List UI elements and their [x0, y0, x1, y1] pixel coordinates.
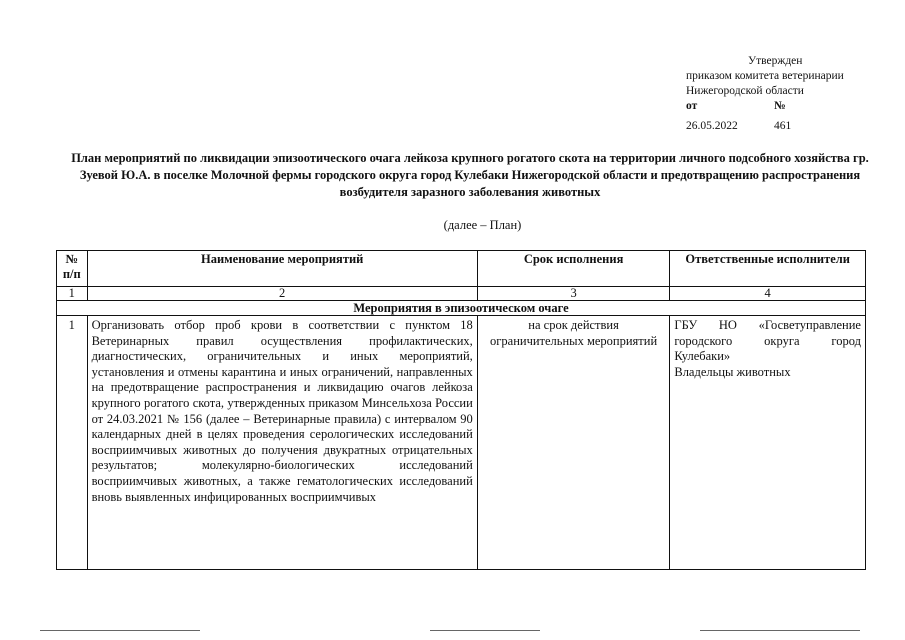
approval-labels-row — [686, 99, 896, 114]
scan-artifact-line — [430, 630, 540, 631]
column-number: 3 — [477, 287, 670, 301]
section-title: Мероприятия в эпизоотическом очаге — [57, 301, 866, 316]
table-header-row — [57, 251, 866, 287]
header-name: Наименование мероприятий — [87, 251, 477, 287]
approval-values-row — [686, 119, 896, 134]
section-row — [57, 301, 866, 316]
scan-artifact-line — [40, 630, 200, 631]
approval-date: 26.05.2022 — [686, 120, 738, 132]
column-number: 2 — [87, 287, 477, 301]
row-term: на срок действия ограничительных мероприятий — [477, 316, 670, 570]
row-num: 1 — [57, 316, 88, 570]
approval-from-label: от — [686, 100, 698, 112]
table-row — [57, 316, 866, 570]
plan-table — [56, 250, 866, 570]
approval-number-label: № — [774, 100, 786, 112]
approval-line-3: Нижегородской области — [686, 85, 804, 97]
header-term: Срок исполнения — [477, 251, 670, 287]
row-resp-2: Владельцы животных — [674, 364, 791, 379]
document-subtitle: (далее – План) — [443, 218, 522, 232]
row-resp — [670, 316, 866, 570]
row-name: Организовать отбор проб крови в соответствии с пунктом 18 Ветеринарных правил осуществления профилактических, диагностических, ограничительных и иных мероприятий, установления и отмены карантина и иных ограничений, направленных на предотвращение распространения и ликвидацию очагов лейкоза крупного рогатого скота, утвержденных приказом Минсельхоза России от 24.03.2021 № 156 (далее – Ветеринарные правила) с интервалом 90 календарных дней в целях проведения серологических исследований восприимчивых животных до получения двукратных отрицательных результатов; молекулярно-биологических исследований восприимчивых животных, а также гематологических исследований вновь выявленных инфицированных восприимчивых — [87, 316, 477, 570]
approval-line-2: приказом комитета ветеринарии — [686, 70, 844, 82]
column-number: 1 — [57, 287, 88, 301]
header-resp: Ответственные исполнители — [670, 251, 866, 287]
document-title: План мероприятий по ликвидации эпизоотического очага лейкоза крупного рогатого скота на территории личного подсобного хозяйства гр. Зуевой Ю.А. в поселке Молочной фермы городского округа город Кулебаки Нижегородской области и предотвращению распространения возбудителя заразного заболевания животных — [71, 151, 869, 199]
row-resp-1: ГБУ НО «Госветуправление городского округа город Кулебаки» — [674, 318, 861, 364]
approval-line-1: Утвержден — [748, 55, 803, 67]
column-number-row — [57, 287, 866, 301]
scan-artifact-line — [700, 630, 860, 631]
approval-number: 461 — [774, 120, 792, 132]
approval-stamp — [686, 54, 896, 134]
column-number: 4 — [670, 287, 866, 301]
header-num: № п/п — [57, 251, 88, 287]
